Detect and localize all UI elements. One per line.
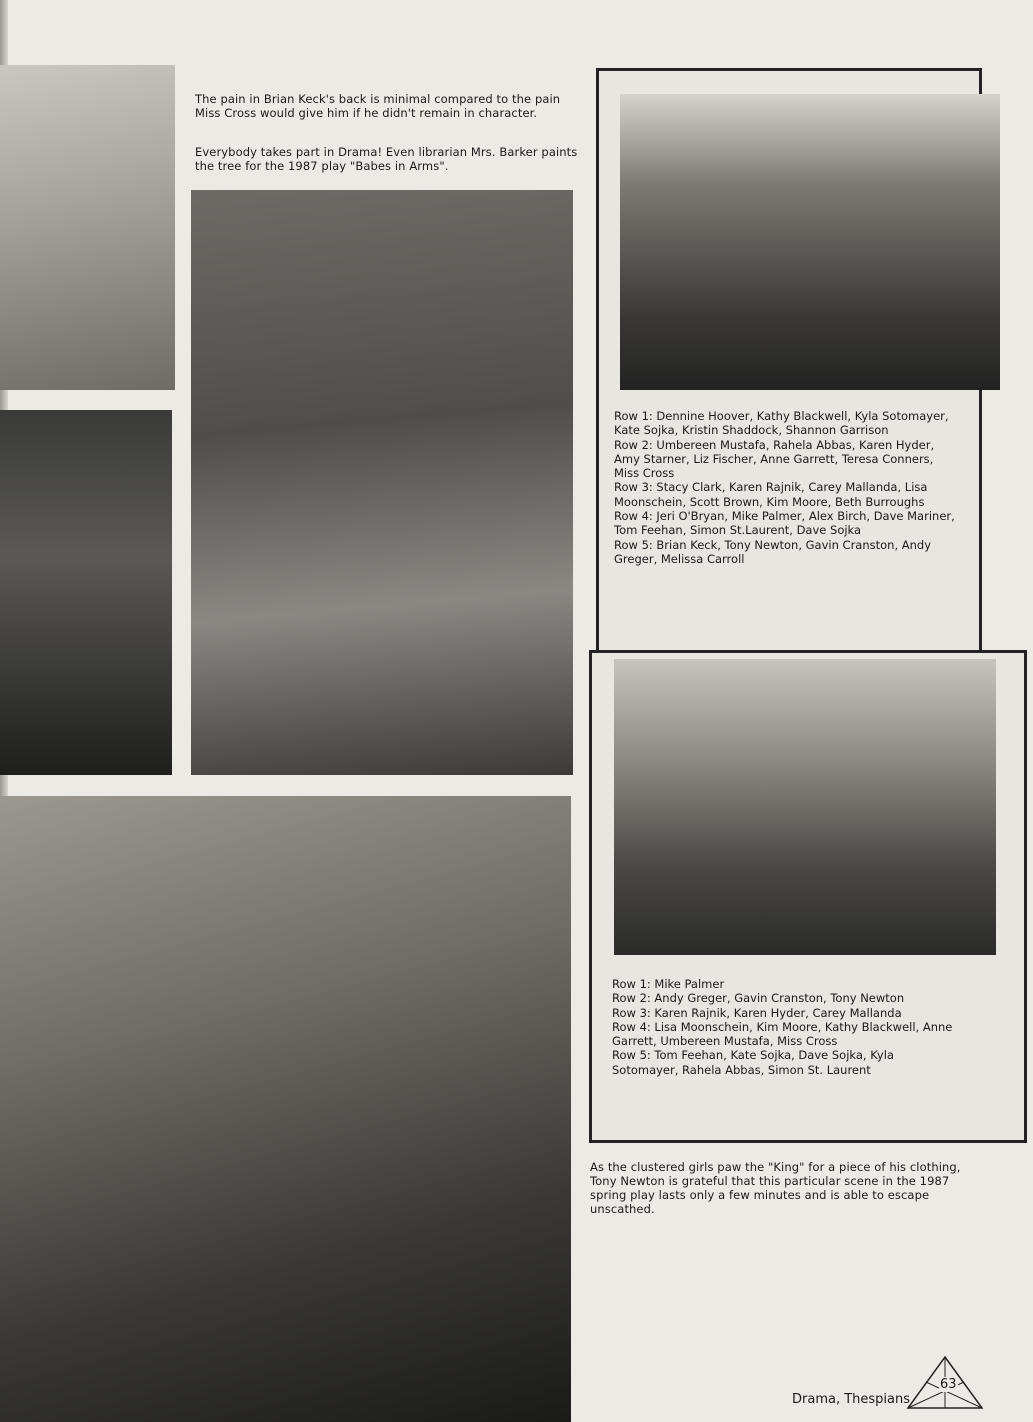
names-row-3: Row 3: Karen Rajnik, Karen Hyder, Carey Mallanda [612, 1005, 902, 1020]
names-row-4: Row 4: Jeri O'Bryan, Mike Palmer, Alex Birch, Dave Mariner, Tom Feehan, Simon St.Laurent, Dave Sojka [614, 509, 955, 538]
photo-brian-keck-old-man [191, 190, 573, 775]
caption-clustered-girls: As the clustered girls paw the "King" for a piece of his clothing, Tony Newton is grateful that this particular scene in the 1987 spring play lasts only a few minutes and is able to escape unscathed. [590, 1160, 961, 1216]
photo-woman-profile [0, 410, 172, 775]
names-row-2: Row 2: Andy Greger, Gavin Cranston, Tony Newton [612, 991, 905, 1006]
photo-thespians-group-1 [620, 94, 1000, 390]
photo-thespians-group-2 [614, 659, 996, 955]
photo-king-scene [0, 796, 571, 1422]
names-row-5: Row 5: Brian Keck, Tony Newton, Gavin Cranston, Andy Greger, Melissa Carroll [614, 537, 932, 566]
names-row-4: Row 4: Lisa Moonschein, Kim Moore, Kathy Blackwell, Anne Garrett, Umbereen Mustafa, Miss Cross [612, 1019, 953, 1049]
footer-section-label: Drama, Thespians [792, 1392, 911, 1407]
caption-librarian: Everybody takes part in Drama! Even librarian Mrs. Barker paints the tree for the 1987 play "Babes in Arms". [195, 145, 578, 173]
group-photo-2-names [612, 977, 957, 1077]
names-row-5: Row 5: Tom Feehan, Kate Sojka, Dave Sojka, Kyla Sotomayer, Rahela Abbas, Simon St. Laurent [612, 1048, 894, 1077]
photo-librarian-painting-tree [0, 65, 175, 390]
names-row-1: Row 1: Mike Palmer [612, 977, 725, 991]
page-number: 63 [940, 1377, 957, 1392]
caption-brian-keck: The pain in Brian Keck's back is minimal compared to the pain Miss Cross would give him if he didn't remain in character. [195, 92, 561, 120]
names-row-3: Row 3: Stacy Clark, Karen Rajnik, Carey Mallanda, Lisa Moonschein, Scott Brown, Kim Moore, Beth Burroughs [614, 480, 928, 509]
names-row-2: Row 2: Umbereen Mustafa, Rahela Abbas, Karen Hyder, Amy Starner, Liz Fischer, Anne Garrett, Teresa Conners, Miss Cross [614, 437, 935, 481]
group-photo-1-names [614, 409, 959, 566]
names-row-1: Row 1: Dennine Hoover, Kathy Blackwell, Kyla Sotomayer, Kate Sojka, Kristin Shaddock, Shannon Garrison [614, 409, 949, 438]
